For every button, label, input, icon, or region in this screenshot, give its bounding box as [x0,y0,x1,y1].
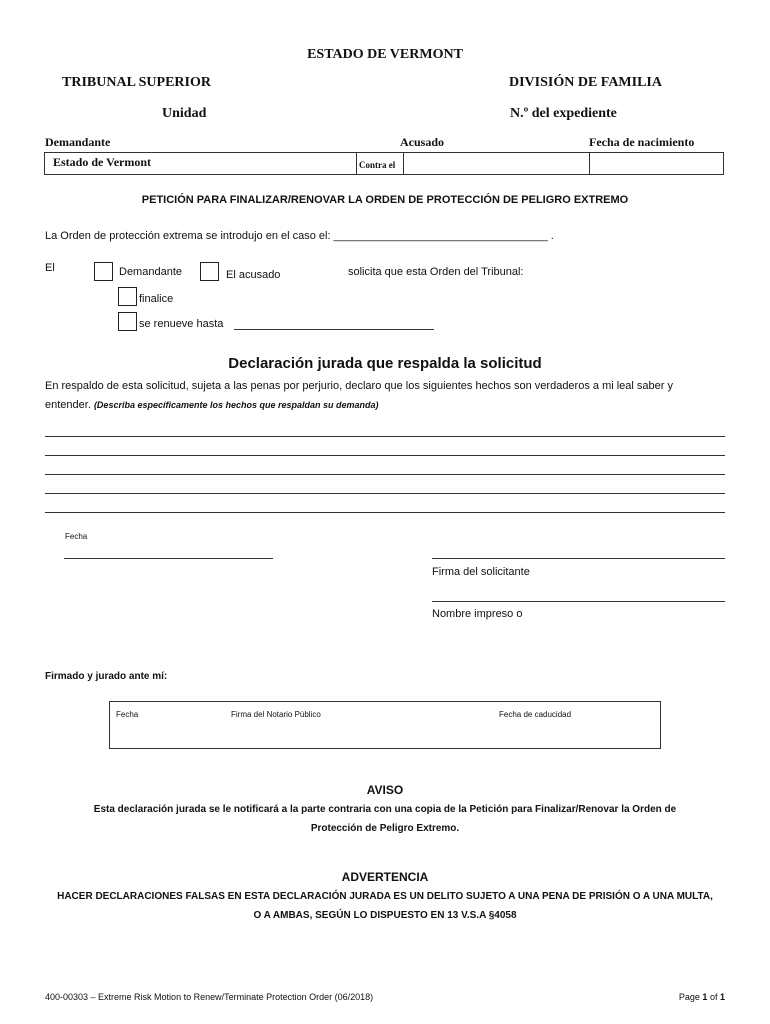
finalize-checkbox[interactable] [118,287,137,306]
page-of: of [709,992,718,1002]
affidavit-hint: (Describa específicamente los hechos que respaldan su demanda) [93,400,379,410]
unit-label: Unidad [162,106,207,121]
facts-line-1[interactable] [45,436,725,437]
printed-name-line[interactable] [432,601,725,602]
finalize-option-label: finalice [139,293,174,305]
page-word: Page [678,992,700,1002]
el-label: El [45,262,55,274]
versus-label: Contra el [359,160,396,170]
court-name: TRIBUNAL SUPERIOR [62,75,211,90]
plaintiff-value: Estado de Vermont [53,155,152,169]
notice-line-2: Protección de Peligro Extremo. [310,823,460,834]
page-total: 1 [719,992,725,1002]
petition-title: PETICIÓN PARA FINALIZAR/RENOVAR LA ORDEN DE PROTECCIÓN DE PELIGRO EXTREMO [141,194,629,206]
renew-option-label: se renueve hasta [139,318,224,330]
facts-line-4[interactable] [45,493,725,494]
docket-label: N.º del expediente [510,106,617,121]
affidavit-text-2 [45,399,379,411]
state-title: ESTADO DE VERMONT [307,47,463,62]
renew-checkbox[interactable] [118,312,137,331]
page-current: 1 [702,992,708,1002]
signer-label: Firma del solicitante [432,566,530,578]
order-date-line[interactable]: La Orden de protección extrema se introdujo en el caso el: ___________________________________ . [45,230,554,242]
sworn-label: Firmado y jurado ante mí: [45,671,168,682]
page-number [679,992,725,1002]
form-id: 400-00303 – Extreme Risk Motion to Renew/Terminate Protection Order (06/2018) [45,992,374,1002]
division-name: DIVISIÓN DE FAMILIA [509,75,662,90]
printed-name-label: Nombre impreso o [432,608,523,620]
facts-line-3[interactable] [45,474,725,475]
plaintiff-checkbox[interactable] [94,262,113,281]
facts-line-2[interactable] [45,455,725,456]
date-line[interactable] [64,558,273,559]
plaintiff-label: Demandante [45,135,111,149]
defendant-field[interactable] [403,153,589,174]
parties-table [44,152,724,175]
request-text: solicita que esta Orden del Tribunal: [348,266,524,278]
date-label: Fecha [65,532,88,541]
dob-label: Fecha de nacimiento [589,135,695,149]
defendant-checkbox[interactable] [200,262,219,281]
plaintiff-option-label: Demandante [119,266,182,278]
expiry-label: Fecha de caducidad [499,710,572,719]
notice-line-1: Esta declaración jurada se le notificará a la parte contraria con una copia de la Petición para Finalizar/Renovar la Orden de [93,804,677,815]
notary-signature-label: Firma del Notario Público [231,710,321,719]
signer-line[interactable] [432,558,725,559]
facts-line-5[interactable] [45,512,725,513]
notary-box[interactable] [109,701,661,749]
defendant-option-label: El acusado [226,269,281,281]
warning-line-1: HACER DECLARACIONES FALSAS EN ESTA DECLARACIÓN JURADA ES UN DELITO SUJETO A UNA PENA DE PRISIÓN O A UNA MULTA, [57,891,713,902]
affidavit-text: En respaldo de esta solicitud, sujeta a las penas por perjurio, declaro que los siguientes hechos son verdaderos a mi leal saber y [45,380,673,392]
affidavit-text-end: entender. [45,399,91,411]
versus-cell [356,153,404,174]
affidavit-title: Declaración jurada que respalda la solicitud [228,355,542,372]
warning-title: ADVERTENCIA [341,870,429,884]
dob-field[interactable] [589,153,725,174]
warning-line-2: O A AMBAS, SEGÚN LO DISPUESTO EN 13 V.S.A §4058 [253,910,517,921]
notice-title: AVISO [366,783,404,797]
notary-date-label: Fecha [116,710,139,719]
defendant-label: Acusado [400,135,445,149]
renew-date-line[interactable] [234,329,434,330]
